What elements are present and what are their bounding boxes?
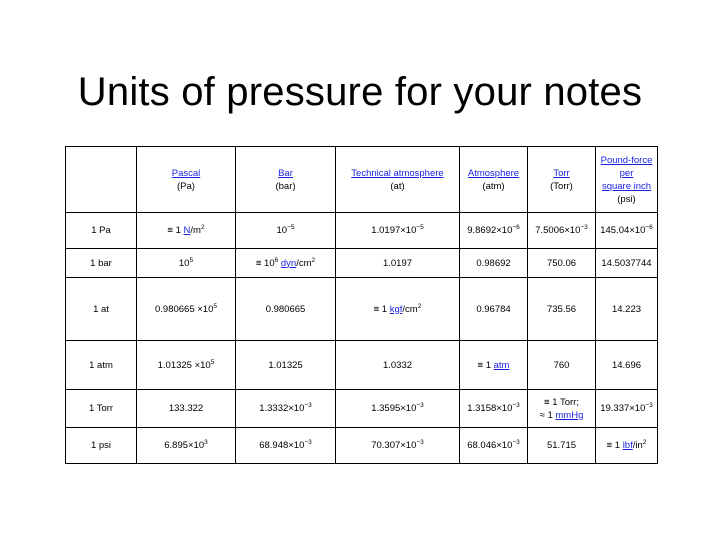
cell-value: 0.98692 bbox=[476, 257, 511, 269]
unit-link[interactable]: per bbox=[619, 167, 634, 179]
table-cell bbox=[460, 278, 528, 341]
table-cell bbox=[336, 428, 460, 464]
exponent: −5 bbox=[416, 223, 424, 231]
table-cell bbox=[336, 390, 460, 428]
table-cell bbox=[236, 341, 336, 390]
table-cell bbox=[460, 249, 528, 278]
cell-value: 7.5006×10 bbox=[535, 225, 581, 236]
unit-link[interactable]: lbf bbox=[622, 440, 633, 451]
cell-value: 0.980665 ×10 bbox=[154, 303, 214, 315]
unit-symbol: (Torr) bbox=[550, 180, 573, 192]
cell-value: 10 bbox=[178, 257, 190, 269]
table-row bbox=[66, 278, 658, 341]
table-cell bbox=[137, 390, 236, 428]
exponent: −3 bbox=[512, 438, 520, 446]
cell-value: 9.8692×10 bbox=[467, 225, 513, 236]
unit-link[interactable]: mmHg bbox=[555, 409, 584, 421]
table-cell bbox=[236, 390, 336, 428]
exponent: 2 bbox=[642, 438, 647, 446]
cell-value: 70.307×10 bbox=[371, 440, 417, 451]
row-label: 1 at bbox=[66, 278, 137, 341]
exponent: −3 bbox=[416, 401, 424, 409]
cell-text: /cm bbox=[402, 303, 418, 315]
cell-text: /m bbox=[190, 225, 201, 236]
cell-value: 19.337×10 bbox=[600, 403, 646, 414]
column-header bbox=[236, 147, 336, 213]
cell-text: ≡ 1 Torr; bbox=[544, 396, 579, 408]
table-cell bbox=[137, 213, 236, 249]
cell-text: ≡ 1 bbox=[373, 303, 390, 315]
unit-link[interactable]: dyn bbox=[280, 257, 297, 269]
exponent: −3 bbox=[416, 438, 424, 446]
table-cell bbox=[336, 341, 460, 390]
table-cell bbox=[528, 278, 596, 341]
exponent: 3 bbox=[204, 438, 208, 446]
table-cell bbox=[460, 390, 528, 428]
cell-value: 68.948×10 bbox=[259, 440, 305, 451]
table-cell bbox=[528, 428, 596, 464]
cell-value: 1.01325 bbox=[268, 359, 303, 371]
cell-value: 1.0197×10 bbox=[371, 225, 417, 236]
unit-link[interactable]: Technical atmosphere bbox=[351, 167, 444, 179]
table-cell bbox=[596, 249, 658, 278]
exponent: −6 bbox=[512, 223, 520, 231]
table-cell bbox=[460, 213, 528, 249]
cell-value: 68.046×10 bbox=[467, 440, 513, 451]
cell-value: 1.0197 bbox=[382, 257, 413, 269]
exponent: −3 bbox=[645, 401, 653, 409]
exponent: 6 bbox=[274, 256, 279, 264]
unit-link[interactable]: Pascal bbox=[171, 167, 201, 179]
cell-value: 1.01325 ×10 bbox=[157, 359, 211, 371]
cell-text: ≡ 10 bbox=[255, 257, 275, 269]
table-cell bbox=[528, 213, 596, 249]
table-cell bbox=[596, 278, 658, 341]
unit-symbol: (Pa) bbox=[177, 180, 195, 192]
cell-value: 750.06 bbox=[546, 257, 577, 269]
exponent: 5 bbox=[189, 256, 194, 264]
unit-link[interactable]: square inch bbox=[601, 180, 652, 192]
page-title: Units of pressure for your notes bbox=[77, 70, 643, 114]
unit-link[interactable]: Pound-force bbox=[600, 154, 653, 166]
row-label: 1 atm bbox=[66, 341, 137, 390]
cell-text: ≈ 1 bbox=[539, 409, 556, 421]
exponent: 2 bbox=[311, 256, 316, 264]
table-cell bbox=[137, 341, 236, 390]
cell-value: 6.895×10 bbox=[164, 440, 205, 451]
cell-text: /cm bbox=[296, 257, 312, 269]
unit-symbol: (psi) bbox=[617, 193, 636, 205]
table-cell bbox=[460, 341, 528, 390]
unit-symbol: (bar) bbox=[275, 180, 296, 192]
cell-text: ≡ 1 bbox=[477, 359, 494, 371]
table-cell bbox=[137, 278, 236, 341]
exponent: −3 bbox=[304, 401, 312, 409]
table-cell bbox=[528, 341, 596, 390]
cell-value: 14.5037744 bbox=[601, 257, 652, 269]
table-row bbox=[66, 249, 658, 278]
cell-value: 1.3595×10 bbox=[371, 403, 417, 414]
cell-value: 0.96784 bbox=[476, 303, 511, 315]
table-cell bbox=[336, 213, 460, 249]
unit-link[interactable]: N bbox=[183, 225, 191, 236]
table-row bbox=[66, 390, 658, 428]
table-cell bbox=[236, 213, 336, 249]
row-label: 1 Pa bbox=[66, 213, 137, 249]
cell-value: 1.3158×10 bbox=[467, 403, 513, 414]
unit-symbol: (atm) bbox=[482, 180, 505, 192]
cell-text: ≡ 1 bbox=[606, 440, 623, 451]
cell-value: 10 bbox=[276, 225, 288, 236]
exponent: 5 bbox=[210, 358, 215, 366]
exponent: −6 bbox=[645, 223, 653, 231]
table-row bbox=[66, 341, 658, 390]
exponent: −3 bbox=[580, 223, 588, 231]
exponent: 5 bbox=[213, 302, 217, 310]
exponent: −5 bbox=[287, 223, 295, 231]
column-header bbox=[528, 147, 596, 213]
cell-value: 51.715 bbox=[546, 440, 577, 451]
cell-value: 1.3332×10 bbox=[259, 403, 305, 414]
cell-value: 735.56 bbox=[546, 303, 577, 315]
row-label: 1 psi bbox=[66, 428, 137, 464]
unit-symbol: (at) bbox=[390, 180, 405, 192]
pressure-units-table bbox=[65, 146, 658, 464]
table-cell bbox=[236, 249, 336, 278]
cell-value: 14.223 bbox=[611, 303, 642, 315]
unit-link[interactable]: Torr bbox=[553, 167, 570, 179]
table-cell bbox=[137, 428, 236, 464]
corner-cell bbox=[66, 147, 137, 213]
table-cell bbox=[236, 278, 336, 341]
cell-value: 760 bbox=[553, 359, 570, 371]
row-label: 1 Torr bbox=[66, 390, 137, 428]
exponent: −3 bbox=[512, 401, 520, 409]
cell-text: /in bbox=[632, 440, 643, 451]
table-cell bbox=[137, 249, 236, 278]
cell-value: 1.0332 bbox=[382, 359, 413, 371]
table-cell bbox=[596, 428, 658, 464]
cell-value: 14.696 bbox=[611, 359, 642, 371]
unit-link[interactable]: kgf bbox=[389, 303, 403, 315]
table-cell bbox=[528, 390, 596, 428]
header-row bbox=[66, 147, 658, 213]
cell-text: ≡ 1 bbox=[167, 225, 184, 236]
column-header bbox=[137, 147, 236, 213]
table-cell bbox=[236, 428, 336, 464]
table-cell bbox=[596, 390, 658, 428]
table-cell bbox=[336, 278, 460, 341]
unit-link[interactable]: Atmosphere bbox=[467, 167, 520, 179]
table-cell bbox=[460, 428, 528, 464]
unit-link[interactable]: Bar bbox=[278, 167, 293, 179]
cell-value: 145.04×10 bbox=[600, 225, 646, 236]
table-body bbox=[66, 213, 658, 464]
table-cell bbox=[336, 249, 460, 278]
column-header bbox=[460, 147, 528, 213]
table-cell bbox=[596, 341, 658, 390]
cell-value: 0.980665 bbox=[265, 303, 306, 315]
exponent: −3 bbox=[304, 438, 312, 446]
exponent: 2 bbox=[200, 223, 205, 231]
column-header bbox=[336, 147, 460, 213]
column-header bbox=[596, 147, 658, 213]
table-row bbox=[66, 213, 658, 249]
table-cell bbox=[596, 213, 658, 249]
row-label: 1 bar bbox=[66, 249, 137, 278]
exponent: 2 bbox=[417, 302, 422, 310]
cell-value: 133.322 bbox=[168, 403, 204, 414]
table-row bbox=[66, 428, 658, 464]
table-cell bbox=[528, 249, 596, 278]
unit-link[interactable]: atm bbox=[493, 359, 510, 371]
